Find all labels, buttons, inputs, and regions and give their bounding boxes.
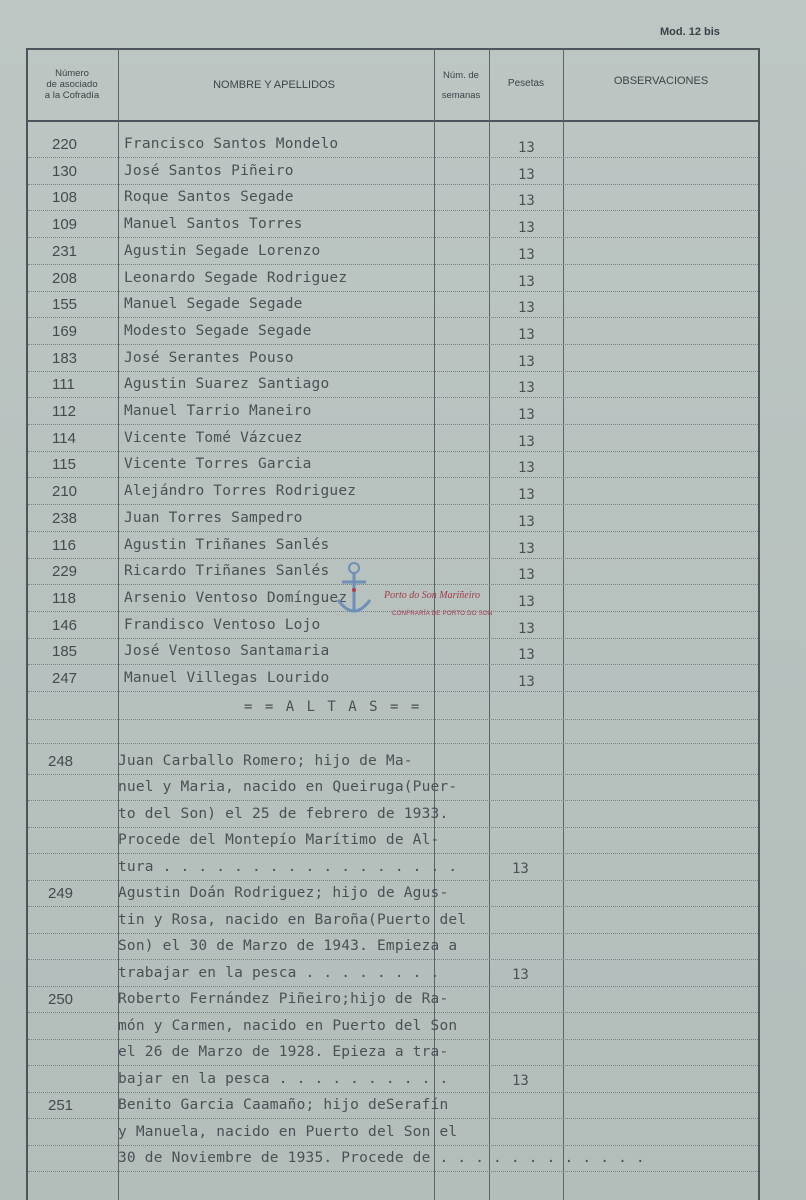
member-name: Roque Santos Segade: [124, 189, 294, 206]
row-rule: [28, 933, 758, 934]
member-pesetas: 13: [518, 460, 535, 477]
row-rule: [28, 264, 758, 265]
member-pesetas: 13: [518, 220, 535, 237]
member-pesetas: 13: [518, 513, 535, 530]
member-name: Manuel Villegas Lourido: [124, 670, 330, 686]
member-number: 155: [52, 296, 78, 314]
row-rule: [28, 743, 758, 744]
member-number: 146: [52, 616, 78, 634]
member-pesetas: 13: [518, 246, 535, 263]
row-rule: [28, 1092, 758, 1093]
row-rule: [28, 317, 758, 318]
header-numero-line: a la Cofradía: [44, 90, 100, 101]
row-rule: [28, 1012, 758, 1013]
member-number: 208: [52, 269, 78, 287]
member-pesetas: 13: [518, 273, 535, 290]
member-number: 169: [52, 322, 78, 340]
row-rule: [28, 959, 758, 960]
header-nombre: NOMBRE Y APELLIDOS: [213, 79, 335, 91]
row-rule: [28, 157, 758, 158]
row-rule: [28, 237, 758, 238]
member-number: 115: [52, 456, 76, 474]
row-rule: [28, 371, 758, 372]
header-observaciones: OBSERVACIONES: [613, 75, 709, 87]
alta-number: 251: [48, 1097, 74, 1115]
member-name: Manuel Tarrio Maneiro: [124, 403, 312, 419]
member-number: 247: [52, 670, 78, 687]
header-semanas: [434, 66, 488, 106]
stamp-subtitle: CONFRARÍA DE PORTO DO SON: [392, 611, 493, 617]
header-divider: [26, 120, 760, 122]
members-table: [26, 48, 760, 1200]
alta-text-line: nuel y Maria, nacido en Queiruga(Puer-: [118, 779, 458, 796]
member-number: 112: [52, 403, 76, 420]
member-name: Juan Torres Sampedro: [124, 509, 303, 526]
alta-text-line: el 26 de Marzo de 1928. Epieza a tra-: [118, 1044, 449, 1061]
row-rule: [28, 906, 758, 907]
row-rule: [28, 584, 758, 585]
row-rule: [28, 397, 758, 398]
row-rule: [28, 774, 758, 775]
member-number: 109: [52, 216, 78, 234]
alta-text-line: y Manuela, nacido en Puerto del Son el: [118, 1123, 458, 1140]
row-rule: [28, 880, 758, 881]
member-name: Agustin Segade Lorenzo: [124, 242, 321, 259]
member-name: Agustin Triñanes Sanlés: [124, 536, 330, 553]
row-rule: [28, 691, 758, 692]
alta-text-line: Procede del Montepío Marítimo de Al-: [118, 832, 440, 849]
alta-pesetas: 13: [512, 1072, 529, 1089]
member-number: 238: [52, 509, 78, 527]
row-rule: [28, 1118, 758, 1119]
member-number: 183: [52, 349, 78, 367]
row-rule: [28, 664, 758, 665]
alta-text-line: Juan Carballo Romero; hijo de Ma-: [118, 752, 413, 769]
member-name: Frandisco Ventoso Lojo: [124, 616, 321, 633]
form-code: Mod. 12 bis: [660, 26, 720, 38]
row-rule: [28, 1039, 758, 1040]
member-number: 116: [52, 536, 76, 554]
member-pesetas: 13: [518, 674, 535, 690]
member-number: 229: [52, 563, 78, 581]
header-semanas-line: semanas: [441, 90, 481, 101]
member-number: 108: [52, 189, 78, 207]
table-top-border: [26, 48, 760, 50]
member-pesetas: 13: [518, 567, 535, 584]
alta-text-line: món y Carmen, nacido en Puerto del Son: [118, 1017, 458, 1034]
row-rule: [28, 1171, 758, 1172]
row-rule: [28, 853, 758, 854]
table-right-border: [758, 48, 760, 1200]
row-rule: [28, 558, 758, 559]
row-rule: [28, 986, 758, 987]
member-pesetas: 13: [518, 166, 535, 183]
member-number: 185: [52, 643, 78, 661]
member-pesetas: 13: [518, 140, 535, 156]
member-number: 114: [52, 429, 76, 447]
row-rule: [28, 344, 758, 345]
member-pesetas: 13: [518, 540, 535, 557]
member-number: 118: [52, 589, 76, 607]
alta-text-line: Son) el 30 de Marzo de 1943. Empieza a: [118, 938, 458, 955]
member-pesetas: 13: [518, 380, 535, 397]
member-name: Modesto Segade Segade: [124, 322, 312, 339]
member-name: Francisco Santos Mondelo: [124, 136, 339, 152]
altas-heading: = = A L T A S = =: [244, 698, 422, 715]
alta-pesetas: 13: [512, 860, 529, 877]
member-number: 111: [52, 376, 75, 394]
member-number: 130: [52, 162, 78, 180]
alta-text-line: tin y Rosa, nacido en Baroña(Puerto del: [118, 911, 467, 928]
header-numero: [30, 68, 114, 101]
row-rule: [28, 451, 758, 452]
row-rule: [28, 719, 758, 720]
row-rule: [28, 184, 758, 185]
member-name: Ricardo Triñanes Sanlés: [124, 563, 330, 580]
member-name: Manuel Santos Torres: [124, 216, 303, 233]
table-left-border: [26, 48, 28, 1200]
row-rule: [28, 827, 758, 828]
row-rule: [28, 1065, 758, 1066]
member-name: Leonardo Segade Rodriguez: [124, 269, 348, 286]
row-rule: [28, 210, 758, 211]
member-pesetas: 13: [518, 593, 535, 610]
member-name: José Santos Piñeiro: [124, 162, 294, 179]
alta-text-line: tura . . . . . . . . . . . . . . . . .: [118, 858, 458, 875]
member-pesetas: 13: [518, 353, 535, 370]
column-divider: [489, 48, 490, 1200]
member-pesetas: 13: [518, 326, 535, 343]
member-name: Vicente Tomé Vázcuez: [124, 429, 303, 446]
row-rule: [28, 504, 758, 505]
row-rule: [28, 477, 758, 478]
member-pesetas: 13: [518, 487, 535, 504]
row-rule: [28, 800, 758, 801]
member-name: Agustin Suarez Santiago: [124, 376, 330, 393]
stamp-title: Porto do Son Mariñeiro: [384, 590, 481, 601]
header-numero-line: de asociado: [46, 79, 98, 90]
member-pesetas: 13: [518, 407, 535, 423]
member-number: 210: [52, 483, 78, 501]
member-pesetas: 13: [518, 620, 535, 637]
member-name: José Serantes Pouso: [124, 349, 294, 366]
header-numero-line: Número: [55, 68, 89, 79]
member-pesetas: 13: [518, 300, 535, 317]
column-divider: [563, 48, 564, 1200]
alta-text-line: bajar en la pesca . . . . . . . . . .: [118, 1070, 449, 1087]
alta-text-line: 30 de Noviembre de 1935. Procede de . . . . . . . . . . . .: [118, 1150, 645, 1167]
member-name: Alejándro Torres Rodriguez: [124, 483, 357, 500]
alta-text-line: Roberto Fernández Piñeiro;hijo de Ra-: [118, 991, 449, 1008]
alta-text-line: trabajar en la pesca . . . . . . . .: [118, 964, 440, 981]
alta-number: 248: [48, 752, 74, 770]
member-name: José Ventoso Santamaria: [124, 643, 330, 660]
anchor-icon: [334, 560, 374, 620]
member-pesetas: 13: [518, 193, 535, 210]
alta-text-line: to del Son) el 25 de febrero de 1933.: [118, 805, 449, 822]
member-number: 220: [52, 136, 78, 153]
alta-pesetas: 13: [512, 966, 529, 983]
member-name: Manuel Segade Segade: [124, 296, 303, 313]
alta-number: 250: [48, 991, 74, 1009]
alta-text-line: Agustin Doán Rodriguez; hijo de Agus-: [118, 885, 449, 902]
row-rule: [28, 1145, 758, 1146]
member-name: Vicente Torres Garcia: [124, 456, 312, 473]
member-name: Arsenio Ventoso Domínguez: [124, 589, 348, 606]
alta-number: 249: [48, 885, 74, 903]
row-rule: [28, 531, 758, 532]
row-rule: [28, 424, 758, 425]
alta-text-line: Benito Garcia Caamaño; hijo deSerafín: [118, 1097, 449, 1114]
member-pesetas: 13: [518, 647, 535, 664]
member-number: 231: [52, 242, 78, 260]
row-rule: [28, 291, 758, 292]
member-pesetas: 13: [518, 433, 535, 450]
header-semanas-line: Núm. de: [443, 70, 479, 81]
row-rule: [28, 638, 758, 639]
header-pesetas: Pesetas: [507, 78, 545, 89]
